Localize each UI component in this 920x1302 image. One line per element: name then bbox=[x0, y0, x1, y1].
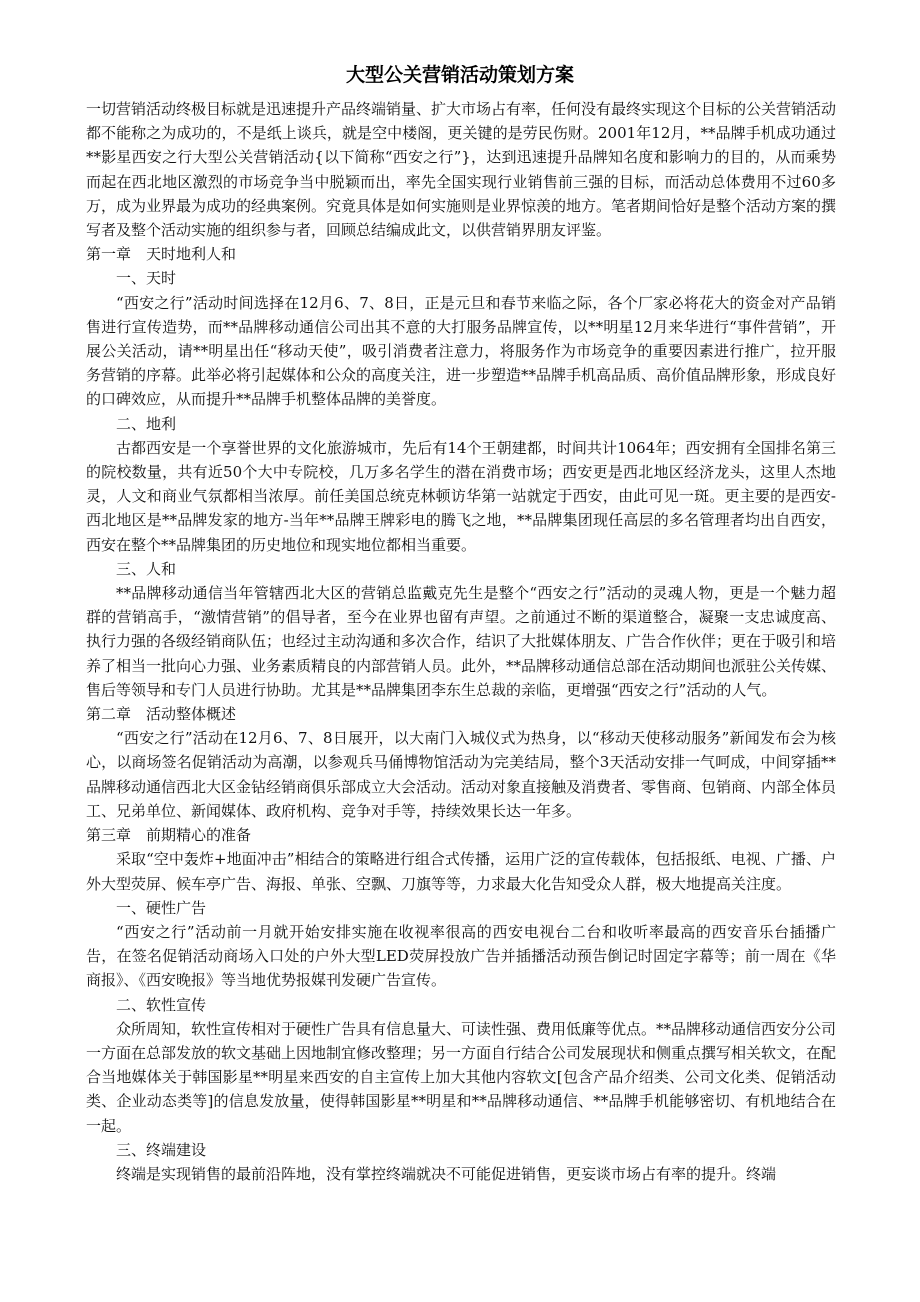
ch3-section-3-heading: 三、终端建设 bbox=[116, 1140, 207, 1159]
ch3-section-2-paragraph: 众所周知，软性宣传相对于硬性广告具有信息量大、可读性强、费用低廉等优点。**品牌移动通信西安分公司一方面在总部发放的软文基础上因地制宜修改整理；另一方面自行结合公司发展现状和侧重点撰写相关软文，在配合当地媒体关于韩国影星**明星来西安的自主宣传上加大其他内容软文[包含产品介绍类、公司文化类、促销活动类、企业动态类等]的信息发放量，使得韩国影星**明星和**品牌移动通信、**品牌手机能够密切、有机地结合在一起。 bbox=[86, 1019, 837, 1135]
ch1-section-1-heading: 一、天时 bbox=[116, 269, 177, 288]
intro-paragraph: 一切营销活动终极目标就是迅速提升产品终端销量、扩大市场占有率，任何没有最终实现这个目标的公关营销活动都不能称之为成功的，不是纸上谈兵，就是空中楼阁，更关键的是劳民伤财。2001年12月，**品牌手机成功通过**影星西安之行大型公关营销活动{以下简称“西安之行”}，达到迅速提升品牌知名度和影响力的目的，从而乘势而起在西北地区激烈的市场竞争当中脱颖而出，率先全国实现行业销售前三强的目标，而活动总体费用不过60多万，成为业界最为成功的经典案例。究竟具体是如何实施则是业界惊羡的地方。笔者期间恰好是整个活动方案的撰写者及整个活动实施的组织参与者，回顾总结编成此文，以供营销界朋友评鉴。 bbox=[86, 100, 837, 240]
ch1-section-2-heading: 二、地利 bbox=[116, 414, 177, 433]
ch2-paragraph: “西安之行”活动在12月6、7、8日展开，以大南门入城仪式为热身，以“移动天使移动服务”新闻发布会为核心，以商场签名促销活动为高潮，以参观兵马俑博物馆活动为完美结局，整个3天活动安排一气呵成，中间穿插**品牌移动通信西北大区金钻经销商俱乐部成立大会活动。活动对象直接触及消费者、零售商、包销商、内部全体员工、兄弟单位、新闻媒体、政府机构、竞争对手等，持续效果长达一年多。 bbox=[86, 729, 837, 820]
ch3-section-2-heading: 二、软性宣传 bbox=[116, 995, 207, 1014]
ch1-section-1-paragraph: “西安之行”活动时间选择在12月6、7、8日，正是元旦和春节来临之际，各个厂家必将花大的资金对产品销售进行宣传造势，而**品牌移动通信公司出其不意的大打服务品牌宣传，以**明星12月来华进行“事件营销”，开展公关活动，请**明星出任“移动天使”，吸引消费者注意力，将服务作为市场竞争的重要因素进行推广，拉开服务营销的序幕。此举必将引起媒体和公众的高度关注，进一步塑造**品牌手机高品质、高价值品牌形象，形成良好的口碑效应，从而提升**品牌手机整体品牌的美誉度。 bbox=[86, 293, 837, 409]
ch3-section-1-heading: 一、硬性广告 bbox=[116, 898, 207, 917]
chapter-2-heading: 第二章 活动整体概述 bbox=[86, 705, 237, 724]
ch3-section-3-paragraph: 终端是实现销售的最前沿阵地，没有掌控终端就决不可能促进销售，更妄谈市场占有率的提升。终端 bbox=[116, 1164, 777, 1183]
ch1-section-3-paragraph: **品牌移动通信当年管辖西北大区的营销总监戴克先生是整个“西安之行”活动的灵魂人物，更是一个魅力超群的营销高手，“激情营销”的倡导者，至今在业界也留有声望。之前通过不断的渠道整合，凝聚一支忠诚度高、执行力强的各级经销商队伍；也经过主动沟通和多次合作，结识了大批媒体朋友、广告合作伙伴；更在于吸引和培养了相当一批向心力强、业务素质精良的内部营销人员。此外，**品牌移动通信总部在活动期间也派驻公关传媒、售后等领导和专门人员进行协助。尤其是**品牌集团李东生总裁的亲临，更增强“西安之行”活动的人气。 bbox=[86, 584, 837, 699]
ch1-section-3-heading: 三、人和 bbox=[116, 559, 177, 578]
ch1-section-2-paragraph: 古都西安是一个享誉世界的文化旅游城市，先后有14个王朝建都，时间共计1064年；西安拥有全国排名第三的院校数量，共有近50个大中专院校，几万多名学生的潜在消费市场；西安更是西北地区经济龙头，这里人杰地灵，人文和商业气氛都相当浓厚。前任美国总统克林顿访华第一站就定于西安，由此可见一斑。更主要的是西安-西北地区是**品牌发家的地方-当年**品牌王牌彩电的腾飞之地，**品牌集团现任高层的多名管理者均出自西安，西安在整个**品牌集团的历史地位和现实地位都相当重要。 bbox=[86, 438, 836, 554]
ch3-section-1-paragraph: “西安之行”活动前一月就开始安排实施在收视率很高的西安电视台二台和收听率最高的西安音乐台插播广告，在签名促销活动商场入口处的户外大型LED荧屏投放广告并插播活动预告倒记时固定字幕等；前一周在《华商报》、《西安晚报》等当地优势报媒刊发硬广告宣传。 bbox=[86, 922, 836, 990]
document-body bbox=[86, 97, 836, 1186]
chapter-3-heading: 第三章 前期精心的准备 bbox=[86, 826, 252, 845]
chapter-1-heading: 第一章 天时地利人和 bbox=[86, 245, 237, 264]
ch3-intro-paragraph: 采取“空中轰炸+地面冲击”相结合的策略进行组合式传播，运用广泛的宣传载体，包括报纸、电视、广播、户外大型荧屏、候车亭广告、海报、单张、空飘、刀旗等等，力求最大化告知受众人群，极大地提高关注度。 bbox=[86, 850, 836, 893]
document-title: 大型公关营销活动策划方案 bbox=[345, 64, 574, 86]
